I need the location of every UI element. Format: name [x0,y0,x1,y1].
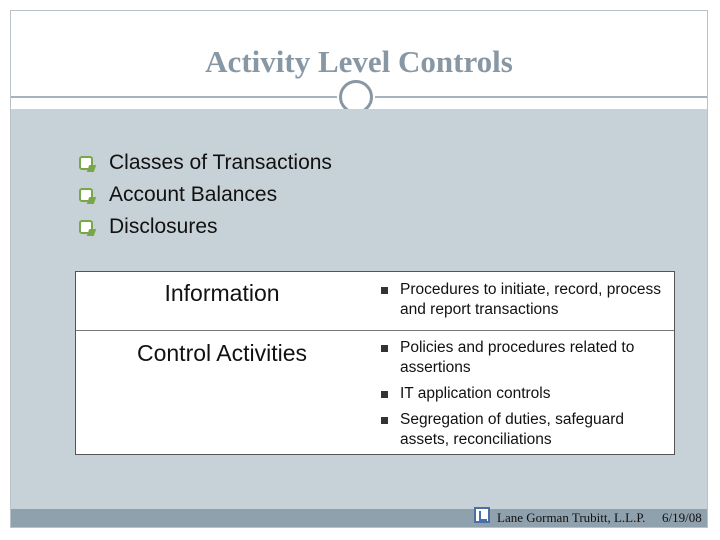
list-item [378,338,668,378]
bullet-item [79,213,332,245]
bullet-text: Account Balances [109,183,278,206]
list-item-text: Procedures to initiate, record, process and report transactions [400,281,662,318]
list-item-text: Segregation of duties, safeguard assets, reconciliations [400,411,625,448]
square-bullet-icon [381,417,388,424]
list-item-text: IT application controls [400,385,551,402]
table-row-items [378,338,668,456]
bullet-item [79,149,332,181]
list-item [378,410,668,450]
bullet-list [79,149,332,245]
bullet-text: Classes of Transactions [109,151,332,174]
title-divider-right [375,96,707,98]
controls-table [75,271,675,455]
checkbox-bullet-icon [79,188,93,202]
footer-date: 6/19/08 [662,510,702,525]
slide-title: Activity Level Controls [205,44,513,79]
bullet-item [79,181,332,213]
table-row-label: Information [164,280,280,306]
checkbox-bullet-icon [79,220,93,234]
square-bullet-icon [381,391,388,398]
table-row-label: Control Activities [136,340,307,366]
row-divider [76,330,674,331]
bullet-text: Disclosures [109,215,218,238]
table-row-items [378,280,668,326]
title-divider-left [11,96,337,98]
square-bullet-icon [381,287,388,294]
checkbox-bullet-icon [79,156,93,170]
firm-logo-icon [474,507,490,523]
list-item-text: Policies and procedures related to assertions [400,339,635,376]
list-item [378,384,668,404]
list-item [378,280,668,320]
square-bullet-icon [381,345,388,352]
footer-firm-name: Lane Gorman Trubitt, L.L.P. [497,510,646,525]
